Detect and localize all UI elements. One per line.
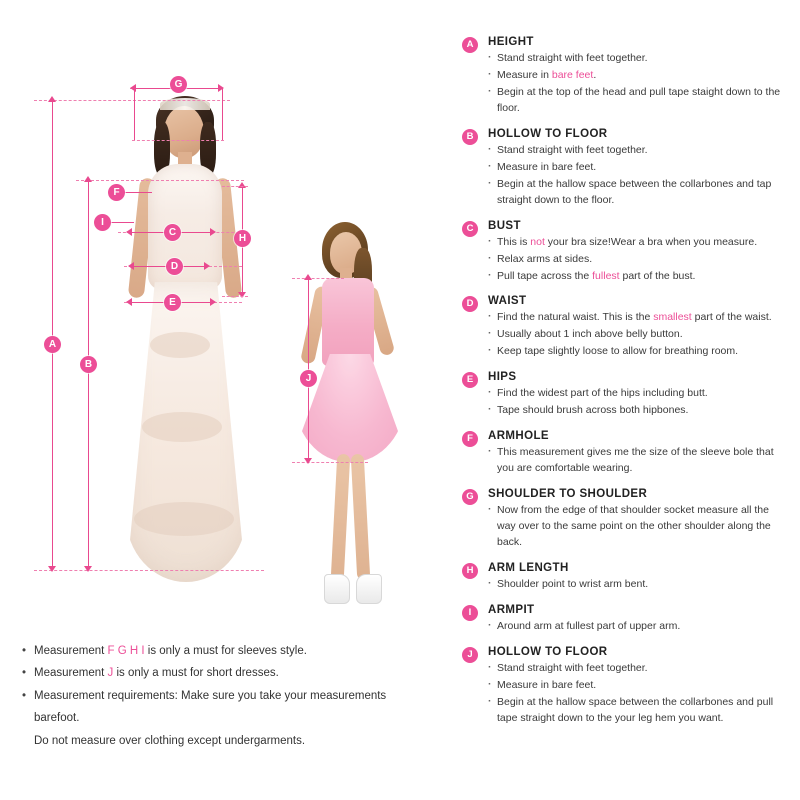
marker-c: C (164, 224, 181, 241)
arrow-e-right (210, 298, 216, 306)
arrow-a-top (48, 96, 56, 102)
legend-item-pre: Around arm at fullest part of upper arm. (497, 619, 681, 632)
legend-list-f (488, 445, 786, 477)
legend-item-highlight: not (530, 235, 545, 248)
arrow-h-bottom (238, 292, 246, 298)
legend-title-j: HOLLOW TO FLOOR (488, 645, 608, 658)
guide-line-arm-bottom (222, 296, 248, 297)
arrow-b-bottom (84, 566, 92, 572)
legend-title-c: BUST (488, 219, 521, 232)
guide-line-head-top (34, 100, 230, 101)
model-bodice (322, 278, 374, 366)
note-highlight: J (107, 667, 114, 680)
measurement-legend (462, 36, 786, 738)
legend-item (488, 252, 786, 268)
legend-title-a: HEIGHT (488, 36, 534, 48)
legend-title-g: SHOULDER TO SHOULDER (488, 488, 648, 501)
legend-marker-j: J (462, 647, 478, 663)
guide-line-hollow (76, 180, 244, 181)
legend-item-pre: Stand straight with feet together. (497, 661, 648, 674)
legend-list-j (488, 661, 786, 727)
legend-title-b: HOLLOW TO FLOOR (488, 127, 608, 140)
legend-item (488, 143, 786, 159)
footer-notes (22, 640, 432, 752)
marker-e: E (164, 294, 181, 311)
arrow-j-top (304, 274, 312, 280)
measure-line-b (88, 180, 89, 570)
arrow-g-right (218, 84, 224, 92)
note-text-pre: Measurement (34, 667, 108, 680)
note-item (22, 662, 432, 684)
bride-bodice (148, 164, 222, 290)
legend-item-pre: Find the widest part of the hips including butt. (497, 387, 708, 400)
arrow-e-left (126, 298, 132, 306)
legend-marker-a: A (462, 37, 478, 53)
legend-list-c (488, 235, 786, 285)
legend-item-pre: Measure in (497, 68, 552, 81)
guide-line-arm-top (222, 186, 248, 187)
arrow-c-right (210, 228, 216, 236)
arrow-h-top (238, 182, 246, 188)
model-shoe-left (324, 574, 350, 604)
legend-item-pre: Shoulder point to wrist arm bent. (497, 578, 649, 591)
note-item (22, 640, 432, 662)
legend-item (488, 577, 786, 593)
legend-item (488, 695, 786, 727)
legend-marker-h: H (462, 563, 478, 579)
measurement-diagram (0, 0, 448, 620)
legend-marker-c: C (462, 221, 478, 237)
legend-title-f: ARMHOLE (488, 430, 549, 443)
arrow-d-left (128, 262, 134, 270)
legend-item (488, 619, 786, 635)
note-text-post: is only a must for short dresses. (113, 667, 279, 680)
measure-line-a (52, 100, 53, 570)
legend-list-h (488, 577, 786, 593)
legend-item-post: part of the waist. (691, 311, 772, 324)
legend-item (488, 386, 786, 402)
legend-item-pre: Pull tape across the (497, 269, 593, 282)
measure-tick-g-left (134, 88, 135, 140)
marker-a: A (44, 336, 61, 353)
marker-i: I (94, 214, 111, 231)
legend-item (488, 235, 786, 251)
legend-item-pre: Begin at the hallow space between the collarbones and tap straight down to the floor. (497, 177, 772, 206)
marker-f: F (108, 184, 125, 201)
legend-item-pre: Tape should brush across both hipbones. (497, 404, 689, 417)
bride-lace-detail (134, 502, 234, 536)
legend-item (488, 503, 786, 551)
marker-h: H (234, 230, 251, 247)
legend-item-pre: Stand straight with feet together. (497, 143, 648, 156)
legend-entry-arm-length (462, 562, 786, 593)
legend-title-h: ARM LENGTH (488, 562, 569, 575)
legend-entry-hollow-to-floor-short (462, 646, 786, 727)
note-highlight: F G H I (107, 645, 145, 657)
arrow-d-right (204, 262, 210, 270)
legend-item-pre: This is (497, 235, 531, 248)
legend-item (488, 327, 786, 343)
legend-entry-hips (462, 371, 786, 419)
legend-list-g (488, 503, 786, 551)
note-continuation: Do not measure over clothing except undergarments. (34, 734, 306, 747)
note-text-pre: Measurement requirements: Make sure you take your measurements barefoot. (34, 689, 387, 725)
marker-j: J (300, 370, 317, 387)
legend-marker-b: B (462, 129, 478, 145)
marker-b: B (80, 356, 97, 373)
legend-marker-e: E (462, 372, 478, 388)
legend-title-d: WAIST (488, 295, 527, 308)
bride-head (164, 106, 204, 158)
legend-marker-d: D (462, 296, 478, 312)
legend-entry-shoulder-to-shoulder (462, 488, 786, 551)
bride-lace-detail (142, 412, 222, 442)
legend-list-i (488, 619, 786, 635)
legend-marker-f: F (462, 431, 478, 447)
legend-item (488, 344, 786, 360)
note-text-pre: Measurement (34, 645, 108, 657)
legend-list-e (488, 386, 786, 419)
legend-marker-i: I (462, 605, 478, 621)
legend-item-pre: Usually about 1 inch above belly button. (497, 328, 683, 341)
legend-item-highlight: smallest (653, 311, 692, 324)
arrow-a-bottom (48, 566, 56, 572)
guide-line-floor (34, 570, 264, 571)
legend-item-pre: Begin at the hallow space between the collarbones and pull tape straight down to the your leg hem you want. (497, 695, 774, 724)
legend-item-pre: Begin at the top of the head and pull tape staight down to the floor. (497, 85, 781, 114)
legend-item (488, 51, 786, 67)
marker-d: D (166, 258, 183, 275)
legend-item-pre: Stand straight with feet together. (497, 52, 648, 64)
model-leg-left (331, 454, 351, 581)
legend-item-post: your bra size!Wear a bra when you measure. (544, 235, 758, 248)
legend-item-pre: Measure in bare feet. (497, 160, 597, 173)
legend-item (488, 269, 786, 285)
legend-list-d (488, 310, 786, 360)
bride-lace-detail (150, 332, 210, 358)
legend-entry-waist (462, 295, 786, 360)
arrow-b-top (84, 176, 92, 182)
note-text-post: is only a must for sleeves style. (144, 645, 307, 657)
marker-g: G (170, 76, 187, 93)
legend-entry-hollow-to-floor (462, 128, 786, 209)
model-shoe-right (356, 574, 382, 604)
legend-item (488, 310, 786, 326)
legend-item-pre: This measurement gives me the size of the sleeve bole that you are comfortable wearing. (497, 446, 774, 475)
legend-title-e: HIPS (488, 371, 517, 384)
legend-item (488, 445, 786, 477)
legend-item-pre: Keep tape slightly loose to allow for breathing room. (497, 345, 739, 358)
guide-line-shoulder-bottom (132, 140, 224, 141)
legend-item-pre: Now from the edge of that shoulder socket measure all the way over to the same point on the other shoulder along the back. (497, 504, 771, 549)
legend-entry-armhole (462, 430, 786, 477)
legend-item-pre: Relax arms at sides. (497, 252, 593, 265)
legend-marker-g: G (462, 489, 478, 505)
legend-item (488, 177, 786, 209)
measure-tick-g-right (222, 88, 223, 140)
guide-line-hollow-short (292, 278, 344, 279)
legend-item-post: . (593, 68, 597, 81)
legend-item (488, 68, 786, 84)
legend-title-i: ARMPIT (488, 603, 535, 616)
model-leg-right (351, 454, 371, 581)
legend-item (488, 661, 786, 677)
legend-entry-armpit (462, 604, 786, 635)
legend-item-post: part of the bust. (619, 269, 696, 282)
legend-item (488, 678, 786, 694)
legend-item (488, 85, 786, 117)
legend-item (488, 160, 786, 176)
legend-item-pre: Find the natural waist. This is the (497, 311, 654, 324)
legend-entry-height (462, 36, 786, 117)
legend-entry-bust (462, 220, 786, 285)
arrow-c-left (126, 228, 132, 236)
arrow-g-left (130, 84, 136, 92)
note-item (22, 685, 432, 730)
legend-item-pre: Measure in bare feet. (497, 678, 597, 691)
legend-item (488, 403, 786, 419)
arrow-j-bottom (304, 458, 312, 464)
legend-item-highlight: fullest (592, 269, 620, 282)
legend-item-highlight: bare feet (551, 68, 594, 81)
legend-list-a (488, 51, 786, 117)
legend-list-b (488, 143, 786, 209)
bride-figure (108, 92, 276, 582)
